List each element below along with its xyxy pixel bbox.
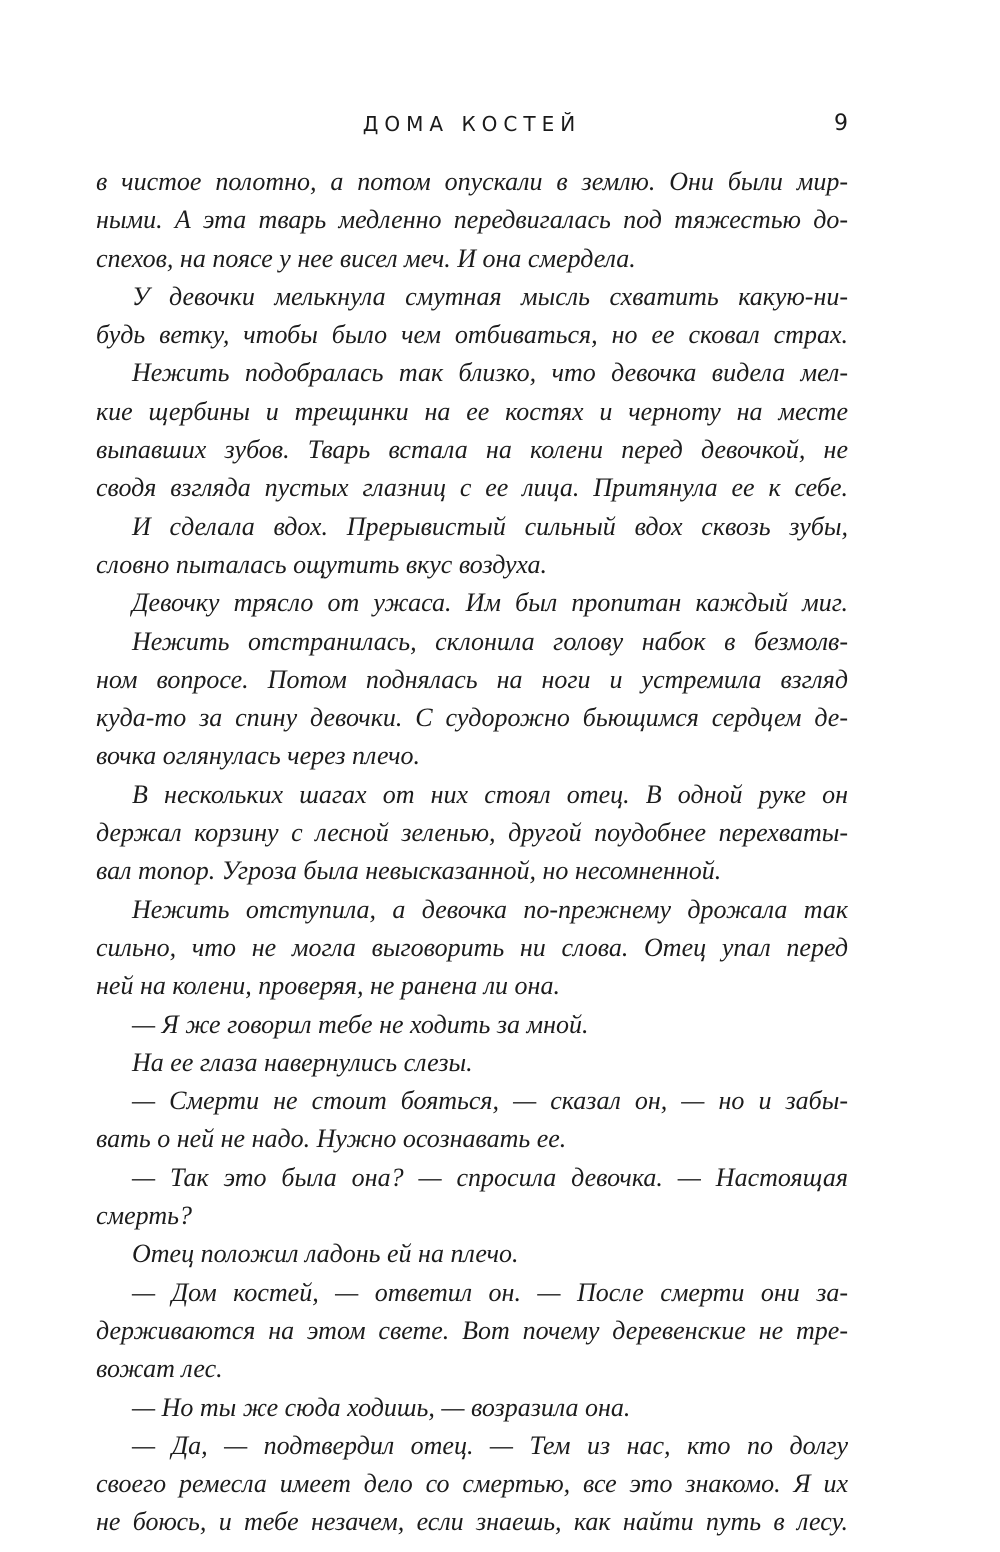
text-line: вочка оглянулась через плечо.	[96, 741, 421, 771]
text-line: вать о ней не надо. Нужно осознавать ее.	[96, 1124, 567, 1154]
text-line: Нежить отстранилась, склонила голову набок в безмолв-	[132, 626, 848, 656]
text-line: ней на колени, проверяя, не ранена ли она.	[96, 971, 560, 1001]
text-line: — Да, — подтвердил отец. — Тем из нас, кто по долгу	[132, 1430, 848, 1460]
text-line: держал корзину с лесной зеленью, другой поудобнее перехваты-	[96, 818, 848, 848]
text-line: не боюсь, и тебе незачем, если знаешь, как найти путь в лесу.	[96, 1507, 848, 1537]
text-line: смерть?	[96, 1201, 192, 1231]
text-line: вал топор. Угроза была невысказанной, но несомненной.	[96, 856, 722, 886]
text-line: спехов, на поясе у нее висел меч. И она смердела.	[96, 243, 636, 273]
text-line: На ее глаза навернулись слезы.	[132, 1047, 473, 1077]
text-line: — Смерти не стоит бояться, — сказал он, — но и забы-	[132, 1086, 848, 1116]
text-line: У девочки мелькнула смутная мысль схватить какую-ни-	[132, 281, 848, 311]
text-line: ном вопросе. Потом поднялась на ноги и устремила взгляд	[96, 664, 848, 694]
text-line: будь ветку, чтобы было чем отбиваться, но ее сковал страх.	[96, 320, 848, 350]
text-line: словно пыталась ощутить вкус воздуха.	[96, 549, 547, 579]
text-line: Нежить подобралась так близко, что девочка видела мел-	[132, 358, 848, 388]
text-line: — Но ты же сюда ходишь, — возразила она.	[132, 1392, 631, 1422]
page-number: 9	[834, 111, 848, 136]
body-text	[96, 163, 848, 1542]
text-line: своего ремесла имеет дело со смертью, все это знакомо. Я их	[96, 1469, 848, 1499]
text-line: Девочку трясло от ужаса. Им был пропитан каждый миг.	[132, 588, 848, 618]
text-line: И сделала вдох. Прерывистый сильный вдох сквозь зубы,	[132, 511, 848, 541]
text-line: Отец положил ладонь ей на плечо.	[132, 1239, 519, 1269]
text-line: — Дом костей, — ответил он. — После смерти они за-	[132, 1277, 848, 1307]
running-title: ДОМА КОСТЕЙ	[362, 112, 582, 136]
text-line: кие щербины и трещинки на ее костях и черноту на месте	[96, 396, 848, 426]
running-header	[96, 108, 848, 140]
text-line: куда-то за спину девочки. С судорожно бьющимся сердцем де-	[96, 703, 848, 733]
text-line: выпавших зубов. Тварь встала на колени перед девочкой, не	[96, 435, 848, 465]
text-line: ными. А эта тварь медленно передвигалась под тяжестью до-	[96, 205, 848, 235]
text-line: в чистое полотно, а потом опускали в землю. Они были мир-	[96, 167, 848, 196]
text-line: держиваются на этом свете. Вот почему деревенские не тре-	[96, 1315, 848, 1345]
text-line: сводя взгляда пустых глазниц с ее лица. Притянула ее к себе.	[96, 473, 848, 503]
text-line: вожат лес.	[96, 1354, 223, 1384]
text-line: сильно, что не могла выговорить ни слова. Отец упал перед	[96, 932, 848, 962]
text-line: В нескольких шагах от них стоял отец. В одной руке он	[132, 779, 848, 809]
text-line: — Так это была она? — спросила девочка. — Настоящая	[132, 1162, 848, 1192]
text-line: Нежить отступила, а девочка по-прежнему дрожала так	[132, 894, 848, 924]
text-line: — Я же говорил тебе не ходить за мной.	[132, 1009, 589, 1039]
